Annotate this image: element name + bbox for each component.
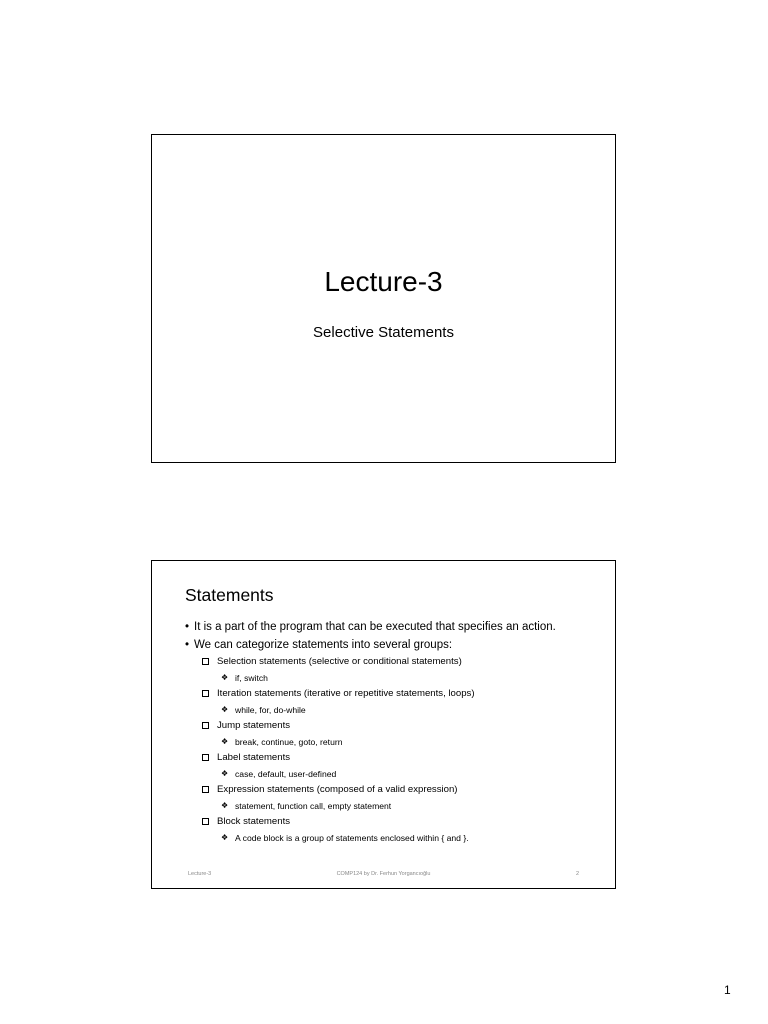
group-detail xyxy=(185,670,595,686)
group-detail-text: if, switch xyxy=(235,673,268,683)
diamond-bullet-icon: ❖ xyxy=(221,833,229,842)
group-label: Jump statements xyxy=(217,720,291,731)
slide-title: Statements xyxy=(185,585,274,605)
group-item xyxy=(185,782,595,798)
slide-1 xyxy=(151,134,616,463)
bullet-text: It is a part of the program that can be executed that specifies an action. xyxy=(194,621,556,633)
slide-2 xyxy=(151,560,616,889)
group-item xyxy=(185,750,595,766)
group-detail-text: A code block is a group of statements enclosed within { and }. xyxy=(235,833,469,843)
diamond-bullet-icon: ❖ xyxy=(221,801,229,810)
square-bullet-icon xyxy=(202,786,209,793)
square-bullet-icon xyxy=(202,754,209,761)
footer-center: COMP124 by Dr. Ferhun Yorgancıoğlu xyxy=(336,871,431,877)
diamond-bullet-icon: ❖ xyxy=(221,705,229,714)
group-label: Block statements xyxy=(217,816,291,827)
group-item xyxy=(185,718,595,734)
bullet-icon: • xyxy=(185,621,190,633)
group-detail xyxy=(185,734,595,750)
slide-subtitle: Selective Statements xyxy=(313,324,454,341)
diamond-bullet-icon: ❖ xyxy=(221,737,229,746)
group-detail xyxy=(185,798,595,814)
group-detail-text: while, for, do-while xyxy=(235,705,306,715)
group-item xyxy=(185,814,595,830)
group-detail xyxy=(185,702,595,718)
bullet-item xyxy=(185,636,595,654)
square-bullet-icon xyxy=(202,818,209,825)
diamond-bullet-icon: ❖ xyxy=(221,673,229,682)
page-number: 1 xyxy=(724,983,731,997)
group-label: Label statements xyxy=(217,752,291,763)
footer-right: 2 xyxy=(575,871,579,877)
group-detail-text: case, default, user-defined xyxy=(235,769,337,779)
group-detail xyxy=(185,766,595,782)
group-item xyxy=(185,686,595,702)
bullet-text: We can categorize statements into several groups: xyxy=(194,639,453,651)
group-item xyxy=(185,654,595,670)
bullet-list xyxy=(185,618,595,846)
diamond-bullet-icon: ❖ xyxy=(221,769,229,778)
slide-title: Lecture-3 xyxy=(324,266,443,297)
group-label: Iteration statements (iterative or repetitive statements, loops) xyxy=(217,688,475,699)
footer-left: Lecture-3 xyxy=(188,871,212,877)
square-bullet-icon xyxy=(202,722,209,729)
bullet-icon: • xyxy=(185,639,190,651)
group-label: Selection statements (selective or conditional statements) xyxy=(217,656,462,667)
group-detail-text: statement, function call, empty statement xyxy=(235,801,392,811)
group-detail xyxy=(185,830,595,846)
group-label: Expression statements (composed of a valid expression) xyxy=(217,784,458,795)
square-bullet-icon xyxy=(202,658,209,665)
bullet-item xyxy=(185,618,595,636)
square-bullet-icon xyxy=(202,690,209,697)
group-detail-text: break, continue, goto, return xyxy=(235,737,343,747)
